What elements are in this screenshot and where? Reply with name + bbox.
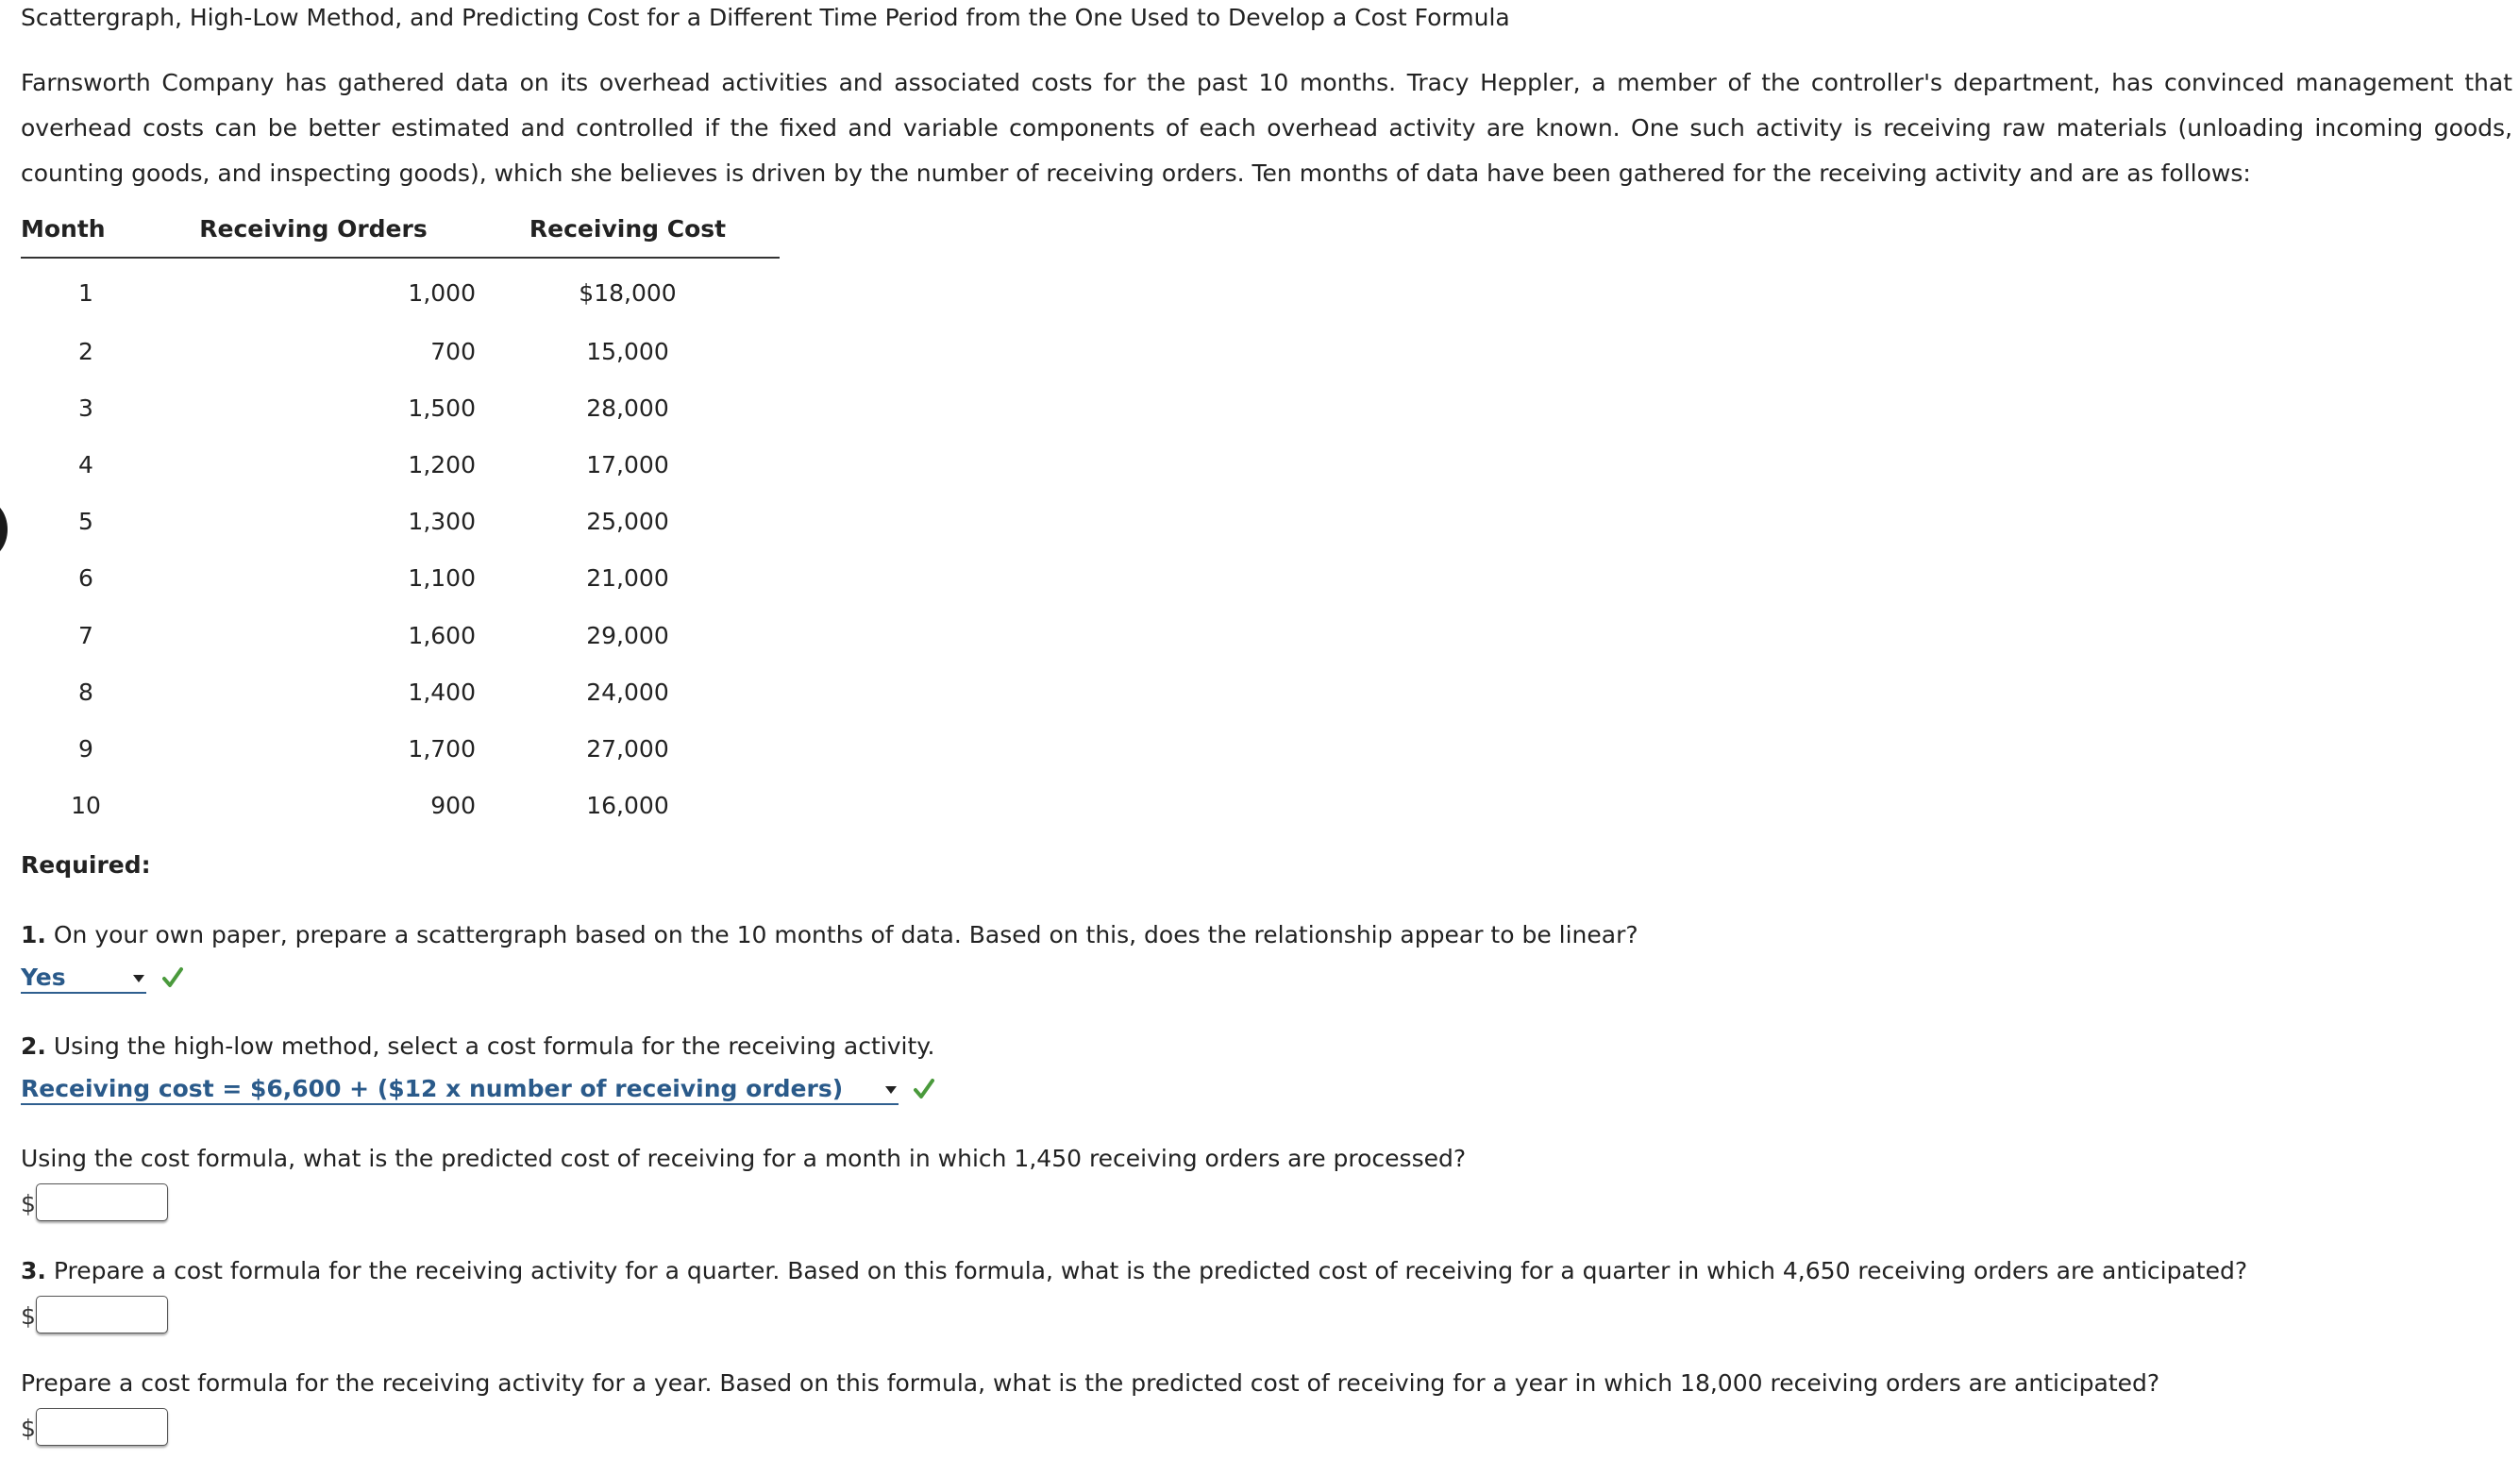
table-row [21, 379, 780, 436]
table-header-row [21, 215, 780, 258]
header-month: Month [21, 215, 151, 258]
table-row [21, 436, 780, 493]
cell-receiving-orders: 700 [430, 337, 476, 365]
cell-month: 4 [78, 450, 93, 478]
table-row [21, 550, 780, 607]
cell-receiving-orders: 900 [430, 792, 476, 820]
question-1-number: 1. [21, 921, 46, 948]
cell-month: 6 [78, 564, 93, 593]
question-2-text: Using the high-low method, select a cost formula for the receiving activity. [53, 1032, 935, 1060]
table-row [21, 607, 780, 663]
cell-receiving-orders: 1,500 [408, 394, 476, 422]
intro-paragraph: Farnsworth Company has gathered data on its overhead activities and associated costs for the past 10 months. Tracy Heppler, a member of the controller's department, has convinced management that overhead costs can be better estimated and controlled if the fixed and variable components of each overhead activity are known. One such activity is receiving raw materials (unloading incoming goods, counting goods, and inspecting goods), which she believes is driven by the number of receiving orders. Ten months of data have been gathered for the receiving activity and are as follows: [21, 69, 2512, 187]
required-heading: Required: [21, 851, 151, 879]
cell-receiving-cost: 28,000 [586, 394, 669, 422]
question-3-followup: Prepare a cost formula for the receiving activity for a year. Based on this formula, what is the predicted cost of receiving for a year in which 18,000 receiving orders are anticipated? [21, 1369, 2160, 1397]
quarterly-predicted-cost-input[interactable] [36, 1296, 168, 1333]
page-title: Scattergraph, High-Low Method, and Predicting Cost for a Different Time Period from the One Used to Develop a Cost Formula [21, 4, 1510, 31]
monthly-predicted-cost-input[interactable] [36, 1183, 168, 1221]
table-row [21, 778, 780, 834]
cell-receiving-orders: 1,400 [408, 678, 476, 706]
yearly-predicted-cost-input[interactable] [36, 1408, 168, 1446]
cell-receiving-cost: 27,000 [586, 734, 669, 763]
chevron-down-icon [885, 1086, 897, 1094]
cell-receiving-orders: 1,100 [408, 564, 476, 593]
cell-receiving-orders: 1,000 [408, 278, 476, 307]
cell-month: 2 [78, 337, 93, 365]
linear-answer-select[interactable] [21, 964, 146, 994]
question-3-number: 3. [21, 1257, 46, 1284]
cell-month: 5 [78, 508, 93, 536]
header-receiving-orders: Receiving Orders [151, 215, 476, 258]
question-1 [21, 919, 1638, 951]
checkmark-icon [914, 1078, 934, 1100]
cell-month: 10 [71, 792, 101, 820]
cell-receiving-cost: 15,000 [586, 337, 669, 365]
table-row [21, 494, 780, 550]
cell-month: 8 [78, 678, 93, 706]
chevron-down-icon [133, 975, 144, 982]
checkmark-icon [162, 966, 183, 989]
currency-symbol: $ [21, 1190, 36, 1217]
question-3-text: Prepare a cost formula for the receiving activity for a quarter. Based on this formula, what is the predicted cost of receiving for a quarter in which 4,650 receiving orders are anticipated? [53, 1257, 2248, 1284]
question-3 [21, 1255, 2247, 1287]
receiving-data-table [21, 215, 780, 834]
cell-receiving-orders: 1,300 [408, 508, 476, 536]
side-tab-marker [0, 500, 8, 559]
linear-answer-selected-value: Yes [21, 964, 66, 991]
cell-month: 7 [78, 621, 93, 649]
cell-receiving-cost: $18,000 [579, 278, 677, 307]
header-receiving-cost: Receiving Cost [476, 215, 780, 258]
question-1-text: On your own paper, prepare a scattergraph based on the 10 months of data. Based on this, does the relationship appear to be linear? [53, 921, 1638, 948]
question-2-number: 2. [21, 1032, 46, 1060]
table-row [21, 720, 780, 777]
table-row [21, 258, 780, 323]
currency-symbol: $ [21, 1415, 36, 1442]
table-row [21, 663, 780, 720]
cell-receiving-cost: 16,000 [586, 792, 669, 820]
cell-receiving-cost: 17,000 [586, 450, 669, 478]
cell-month: 1 [78, 278, 93, 307]
cell-receiving-orders: 1,200 [408, 450, 476, 478]
question-2-followup: Using the cost formula, what is the predicted cost of receiving for a month in which 1,450 receiving orders are processed? [21, 1145, 1467, 1172]
cost-formula-selected-value: Receiving cost = $6,600 + ($12 x number of receiving orders) [21, 1075, 844, 1102]
cell-month: 3 [78, 394, 93, 422]
table-row [21, 323, 780, 379]
question-2 [21, 1031, 934, 1063]
cell-receiving-cost: 21,000 [586, 564, 669, 593]
cell-receiving-cost: 24,000 [586, 678, 669, 706]
cell-receiving-cost: 29,000 [586, 621, 669, 649]
cell-receiving-orders: 1,600 [408, 621, 476, 649]
currency-symbol: $ [21, 1302, 36, 1330]
cost-formula-select[interactable] [21, 1075, 899, 1105]
cell-receiving-cost: 25,000 [586, 508, 669, 536]
cell-month: 9 [78, 734, 93, 763]
cell-receiving-orders: 1,700 [408, 734, 476, 763]
